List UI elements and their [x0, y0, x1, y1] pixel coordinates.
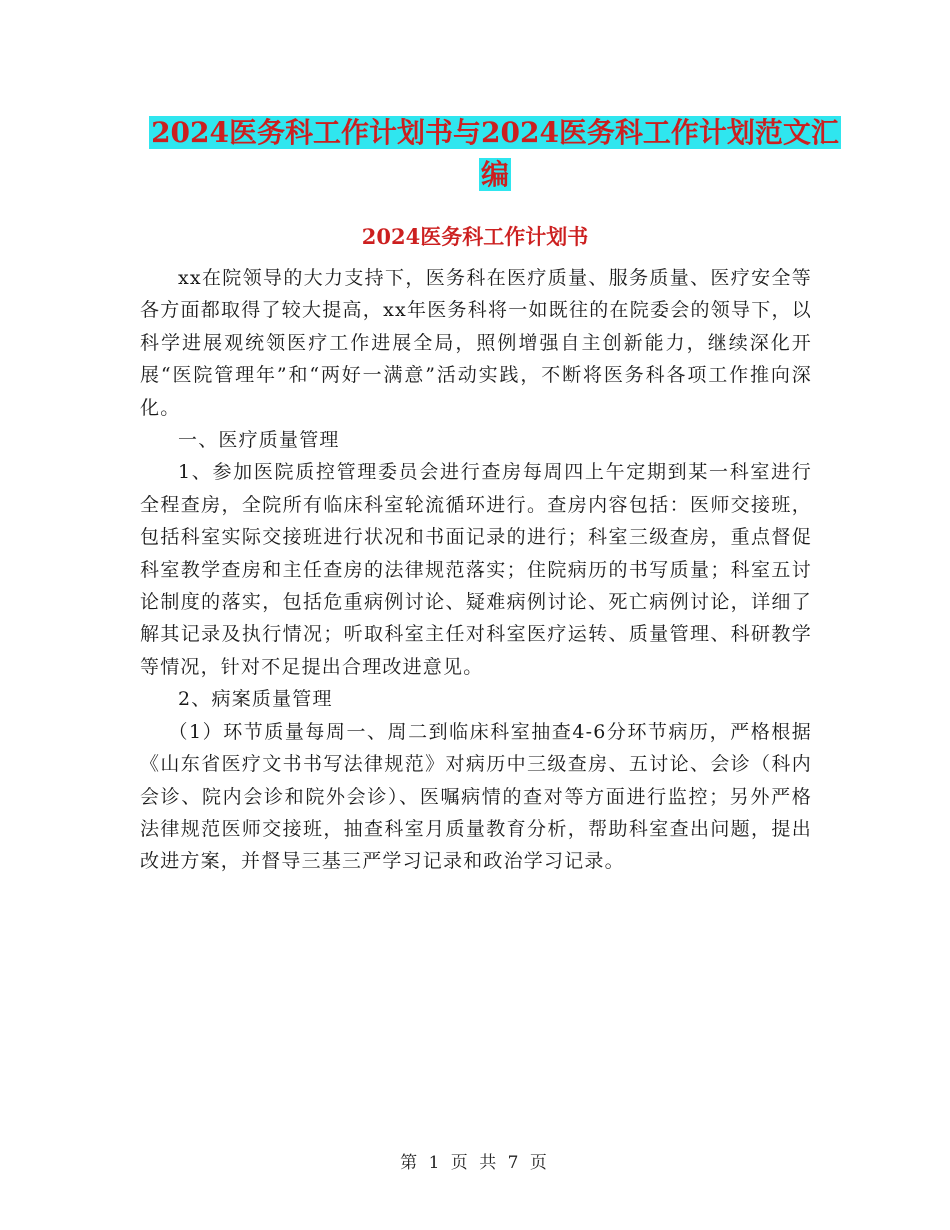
- paragraph-ward-rounds: 1、参加医院质控管理委员会进行查房每周四上午定期到某一科室进行全程查房，全院所有临床科室轮流循环进行。查房内容包括：医师交接班，包括科室实际交接班进行状况和书面记录的进行；科室三级查房，重点督促科室教学查房和主任查房的法律规范落实；住院病历的书写质量；科室五讨论制度的落实，包括危重病例讨论、疑难病例讨论、死亡病例讨论，详细了解其记录及执行情况；听取科室主任对科室医疗运转、质量管理、科研教学等情况，针对不足提出合理改进意见。: [140, 461, 812, 678]
- document-title: [140, 112, 850, 196]
- document-body: [140, 262, 812, 878]
- heading-medical-quality: 一、医疗质量管理: [178, 429, 340, 452]
- section-title: 2024医务科工作计划书: [361, 224, 589, 249]
- heading-record-quality: 2、病案质量管理: [178, 688, 333, 711]
- title-highlight: 2024医务科工作计划书与2024医务科工作计划范文汇编: [151, 116, 839, 191]
- paragraph-process-quality: （1）环节质量每周一、周二到临床科室抽查4-6分环节病历，严格根据《山东省医疗文书书写法律规范》对病历中三级查房、五讨论、会诊（科内会诊、院内会诊和院外会诊）、医嘱病情的查对等方面进行监控；另外严格法律规范医师交接班，抽查科室月质量教育分析，帮助科室查出问题，提出改进方案，并督导三基三严学习记录和政治学习记录。: [140, 720, 812, 873]
- paragraph-intro: xx在院领导的大力支持下，医务科在医疗质量、服务质量、医疗安全等各方面都取得了较大提高，xx年医务科将一如既往的在院委会的领导下，以科学进展观统领医疗工作进展全局，照例增强自主创新能力，继续深化开展“医院管理年”和“两好一满意”活动实践，不断将医务科各项工作推向深化。: [140, 267, 812, 419]
- page-footer: 第 1 页 共 7 页: [400, 1153, 550, 1173]
